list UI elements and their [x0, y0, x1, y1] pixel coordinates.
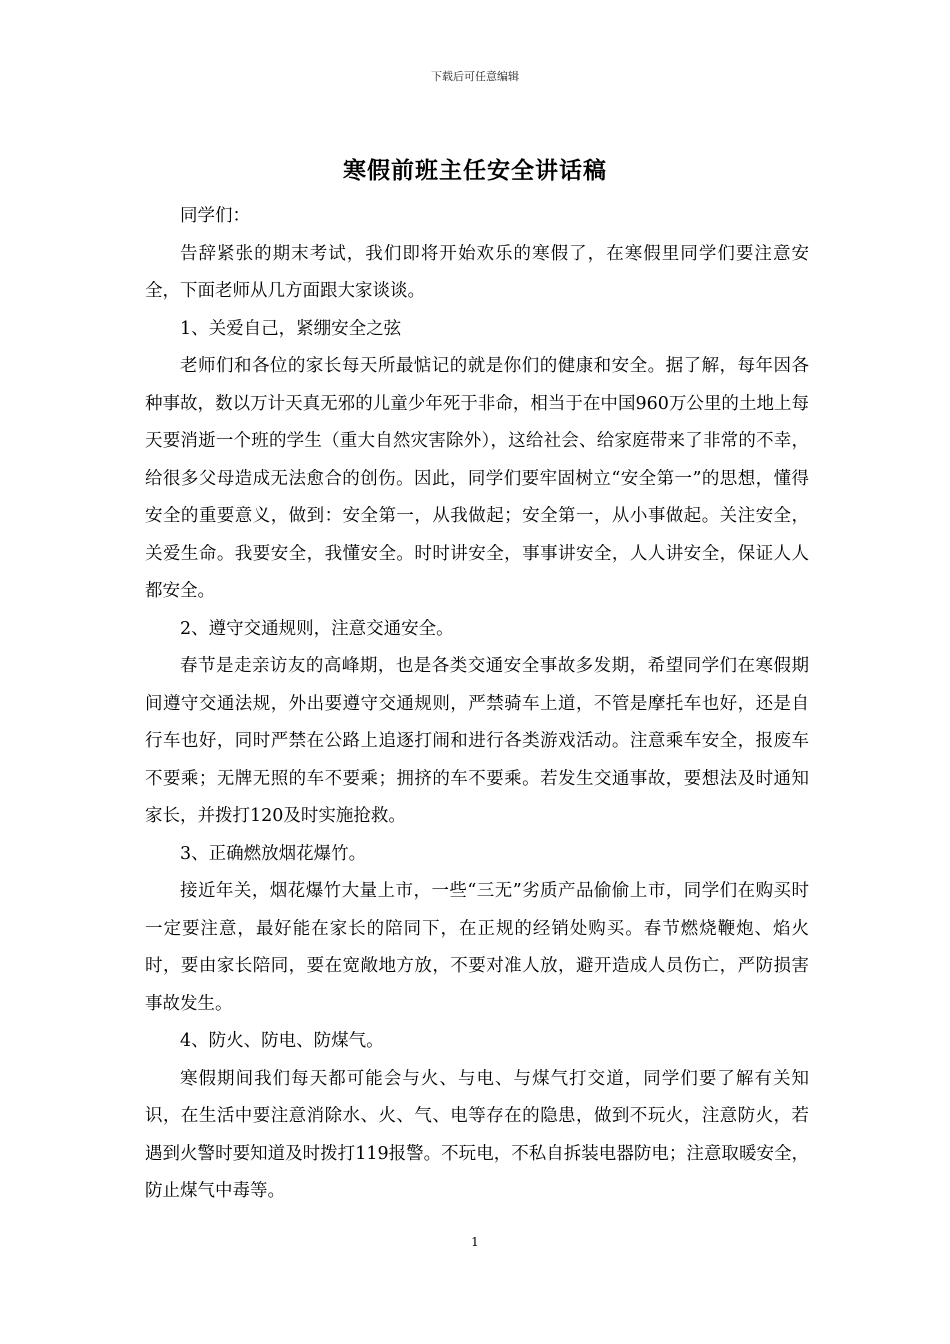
- section-heading-1: 1、关爱自己，紧绷安全之弦: [180, 318, 402, 339]
- document-title: 寒假前班主任安全讲话稿: [343, 157, 607, 184]
- section-body-2: 春节是走亲访友的高峰期，也是各类交通安全事故多发期，希望同学们在寒假期间遵守交通法规，外出要遵守交通规则，严禁骑车上道，不管是摩托车也好，还是自行车也好，同时严禁在公路上追逐打闹和进行各类游戏活动。注意乘车安全，报废车不要乘；无牌无照的车不要乘；拥挤的车不要乘。若发生交通事故，要想法及时通知家长，并拨打120及时实施抢救。: [145, 656, 809, 826]
- section-body-3: 接近年关，烟花爆竹大量上市，一些“三无”劣质产品偷偷上市，同学们在购买时一定要注意，最好能在家长的陪同下，在正规的经销处购买。春节燃烧鞭炮、焰火时，要由家长陪同，要在宽敞地方放，不要对准人放，避开造成人员伤亡，严防损害事故发生。: [145, 881, 809, 1014]
- intro-paragraph: 告辞紧张的期末考试，我们即将开始欢乐的寒假了，在寒假里同学们要注意安全，下面老师从几方面跟大家谈谈。: [145, 243, 809, 301]
- section-heading-4: 4、防火、防电、防煤气。: [180, 1031, 384, 1051]
- section-body-1: 老师们和各位的家长每天所最惦记的就是你们的健康和安全。据了解，每年因各种事故，数以万计天真无邪的儿童少年死于非命，相当于在中国960万公里的土地上每天要消逝一个班的学生（重大自然灾害除外），这给社会、给家庭带来了非常的不幸，给很多父母造成无法愈合的创伤。因此，同学们要牢固树立“安全第一”的思想，懂得安全的重要意义，做到：安全第一，从我做起；安全第一，从小事做起。关注安全，关爱生命。我要安全，我懂安全。时时讲安全，事事讲安全，人人讲安全，保证人人都安全。: [145, 356, 809, 601]
- page-header: 下载后可任意编辑: [431, 70, 519, 83]
- section-heading-2: 2、遵守交通规则，注意交通安全。: [180, 618, 454, 639]
- page-number: 1: [471, 1235, 479, 1249]
- salutation: 同学们：: [180, 206, 250, 226]
- section-heading-3: 3、正确燃放烟花爆竹。: [180, 843, 367, 864]
- section-body-4: 寒假期间我们每天都可能会与火、与电、与煤气打交道，同学们要了解有关知识，在生活中要注意消除水、火、气、电等存在的隐患，做到不玩火，注意防火，若遇到火警时要知道及时拨打119报警。不玩电，不私自拆装电器防电；注意取暖安全，防止煤气中毒等。: [145, 1068, 809, 1201]
- document-body: [145, 198, 809, 1211]
